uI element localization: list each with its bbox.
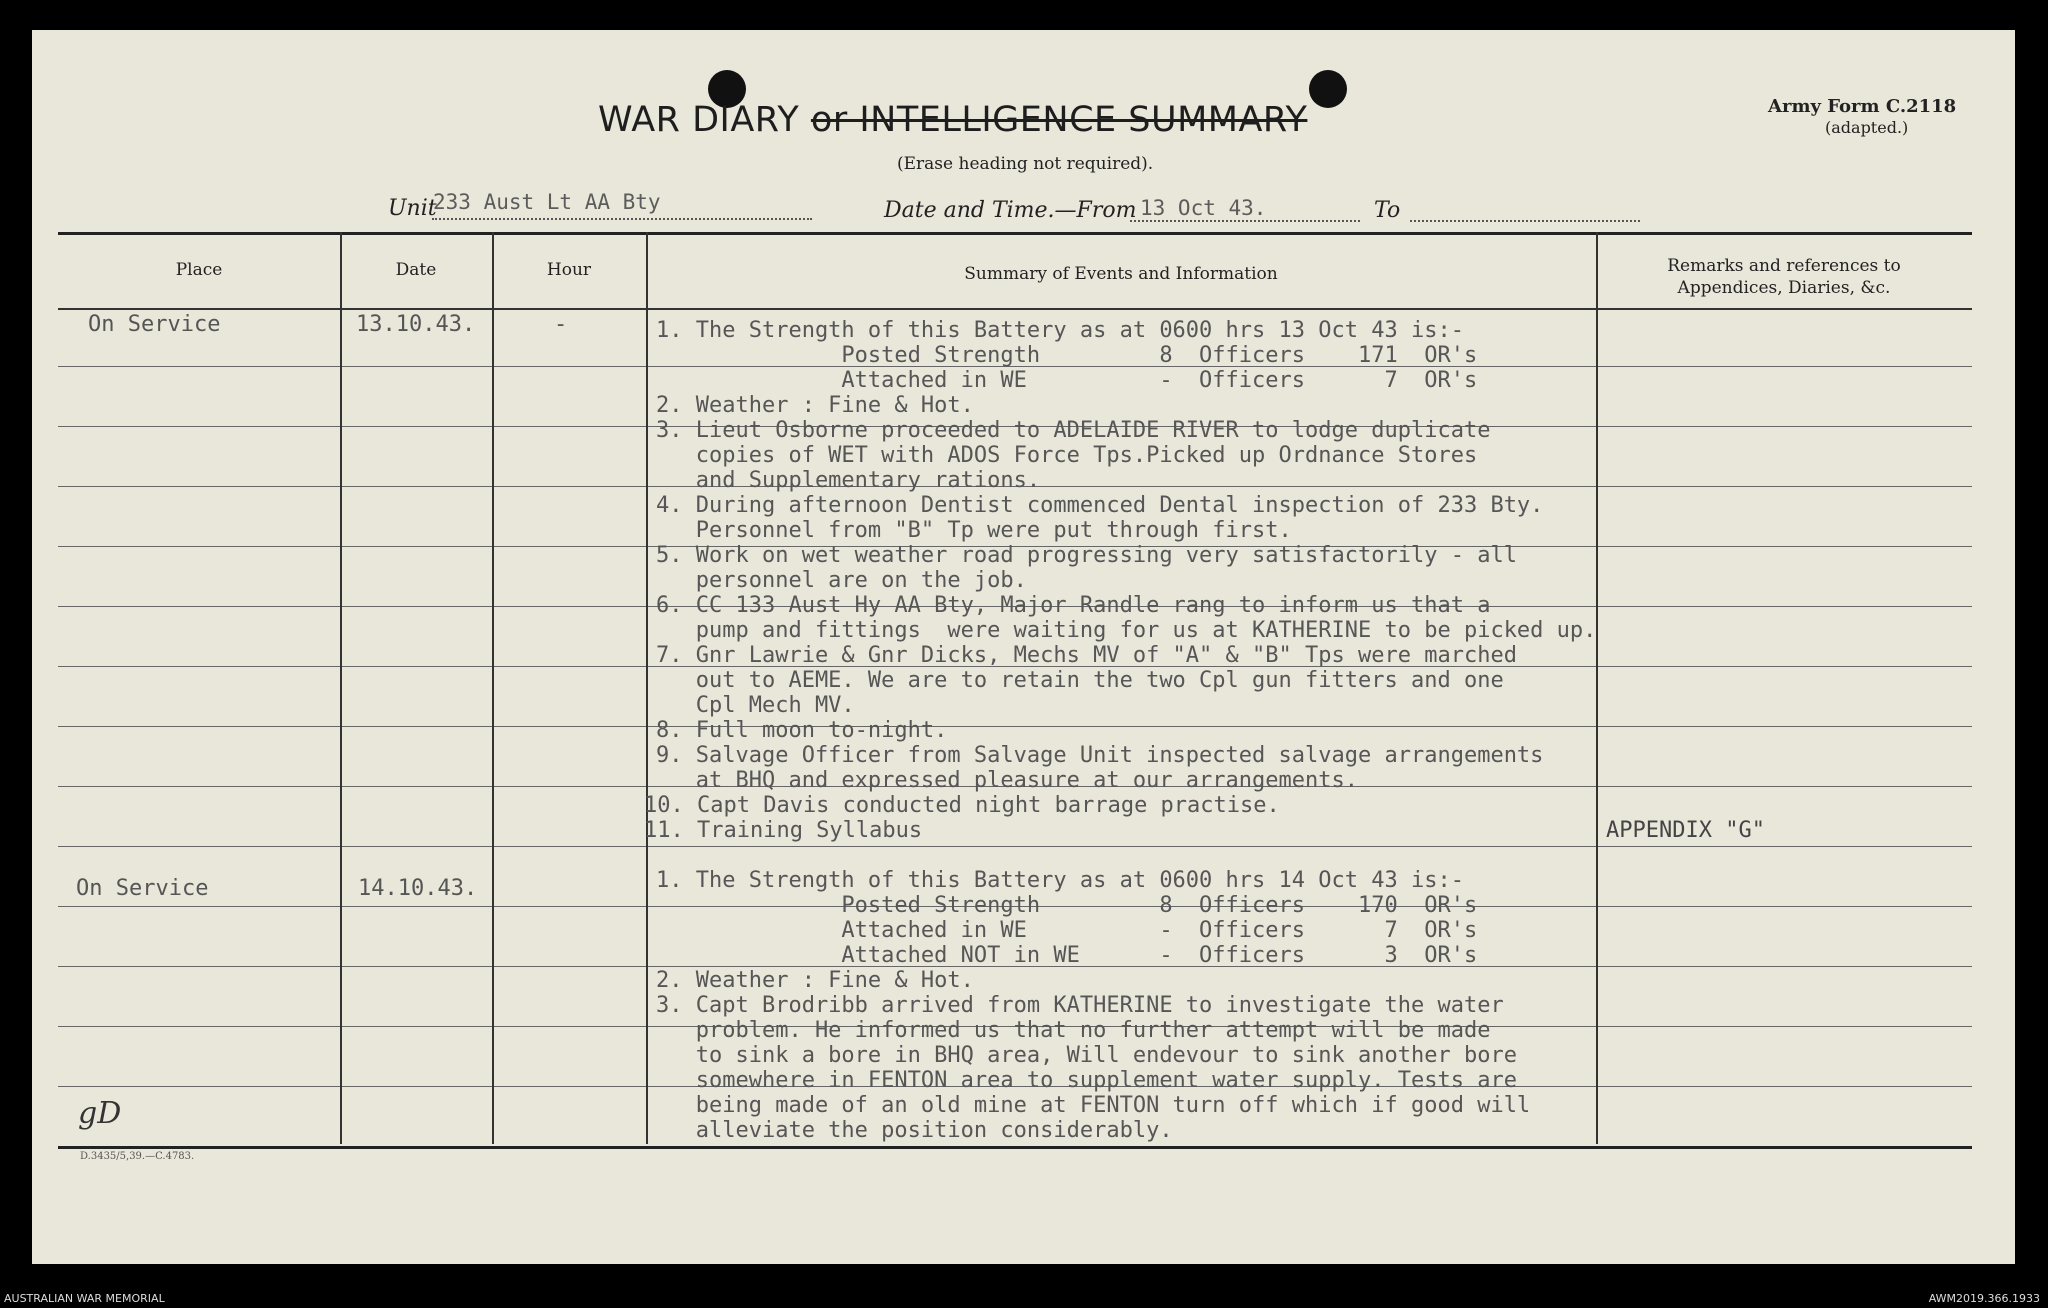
title-war-diary: WAR DIARY [598,100,800,140]
table-top-rule [58,232,1972,235]
header-rule [58,308,1972,310]
entry-place: On Service [88,312,221,337]
form-print-code: D.3435/5,39.—C.4783. [80,1151,195,1162]
entry-hour: - [554,312,568,337]
event-line: 3. Capt Brodribb arrived from KATHERINE to investigate the water [656,993,1504,1018]
event-line: 11. Training Syllabus [644,818,923,843]
event-line: being made of an old mine at FENTON turn off which if good will [656,1093,1531,1118]
event-line: 1. The Strength of this Battery as at 0600 hrs 14 Oct 43 is:- [656,868,1464,893]
column-divider [340,232,342,1144]
entry-date: 13.10.43. [356,312,476,337]
header-date: Date [395,260,437,280]
column-divider [1596,232,1598,1144]
event-line: 6. CC 133 Aust Hy AA Bty, Major Randle rang to inform us that a [656,593,1491,618]
date-value: 13 Oct 43. [1140,196,1267,220]
column-divider [492,232,494,1144]
archive-reference: AWM2019.366.1933 [1928,1292,2040,1305]
event-line: pump and fittings were waiting for us at KATHERINE to be picked up. [656,618,1597,643]
event-line: to sink a bore in BHQ area, Will endevour to sink another bore [656,1043,1517,1068]
event-line: Posted Strength 8 Officers 171 OR's [656,343,1478,368]
erase-note: (Erase heading not required). [897,154,1154,174]
header-remarks-line1: Remarks and references to [1667,256,1901,276]
to-label: To [1374,198,1401,223]
title-struck-summary: or INTELLIGENCE SUMMARY [810,100,1308,140]
event-line: 4. During afternoon Dentist commenced Dental inspection of 233 Bty. [656,493,1544,518]
diary-table [58,232,1972,1150]
unit-label: Unit [388,196,437,221]
event-line: Posted Strength 8 Officers 170 OR's [656,893,1478,918]
form-title [598,100,1307,140]
table-bottom-rule [58,1146,1972,1149]
event-line: personnel are on the job. [656,568,1027,593]
event-line: at BHQ and expressed pleasure at our arrangements. [656,768,1358,793]
event-line: Attached NOT in WE - Officers 3 OR's [656,943,1478,968]
event-line: copies of WET with ADOS Force Tps.Picked up Ordnance Stores [656,443,1478,468]
handwritten-initials: gD [78,1096,122,1131]
punch-hole [1309,70,1347,108]
event-line: Attached in WE - Officers 7 OR's [656,918,1478,943]
date-label: Date and Time.—From [884,198,1137,223]
event-line: Attached in WE - Officers 7 OR's [656,368,1478,393]
event-line: 7. Gnr Lawrie & Gnr Dicks, Mechs MV of "A" & "B" Tps were marched [656,643,1517,668]
event-line: out to AEME. We are to retain the two Cpl gun fitters and one [656,668,1504,693]
event-line: somewhere in FENTON area to supplement water supply. Tests are [656,1068,1517,1093]
event-line: Personnel from "B" Tp were put through first. [656,518,1292,543]
event-line: 10. Capt Davis conducted night barrage practise. [644,793,1280,818]
row-rule [58,846,1972,847]
column-divider [646,232,648,1144]
event-line: 2. Weather : Fine & Hot. [656,968,974,993]
army-form-number: Army Form C.2118 [1768,96,1957,117]
appendix-remark: APPENDIX "G" [1606,818,1765,843]
adapted-note: (adapted.) [1825,118,1909,137]
to-dotted-line [1410,220,1640,222]
event-line: 2. Weather : Fine & Hot. [656,393,974,418]
unit-value: 233 Aust Lt AA Bty [433,190,661,214]
event-line: 1. The Strength of this Battery as at 0600 hrs 13 Oct 43 is:- [656,318,1464,343]
event-line: Cpl Mech MV. [656,693,855,718]
event-line: 5. Work on wet weather road progressing very satisfactorily - all [656,543,1517,568]
unit-dotted-line [432,218,812,220]
date-dotted-line [1130,220,1360,222]
entry-place: On Service [76,876,209,901]
header-hour: Hour [546,260,592,280]
archive-label: AUSTRALIAN WAR MEMORIAL [4,1292,165,1305]
event-line: alleviate the position considerably. [656,1118,1173,1143]
header-summary: Summary of Events and Information [964,264,1278,284]
row-rule [58,726,1972,727]
event-line: 3. Lieut Osborne proceeded to ADELAIDE RIVER to lodge duplicate [656,418,1491,443]
event-line: and Supplementary rations. [656,468,1041,493]
event-line: problem. He informed us that no further attempt will be made [656,1018,1491,1043]
event-line: 8. Full moon to-night. [656,718,948,743]
header-remarks-line2: Appendices, Diaries, &c. [1677,278,1891,298]
header-place: Place [175,260,223,280]
entry-date: 14.10.43. [358,876,478,901]
event-line: 9. Salvage Officer from Salvage Unit inspected salvage arrangements [656,743,1544,768]
